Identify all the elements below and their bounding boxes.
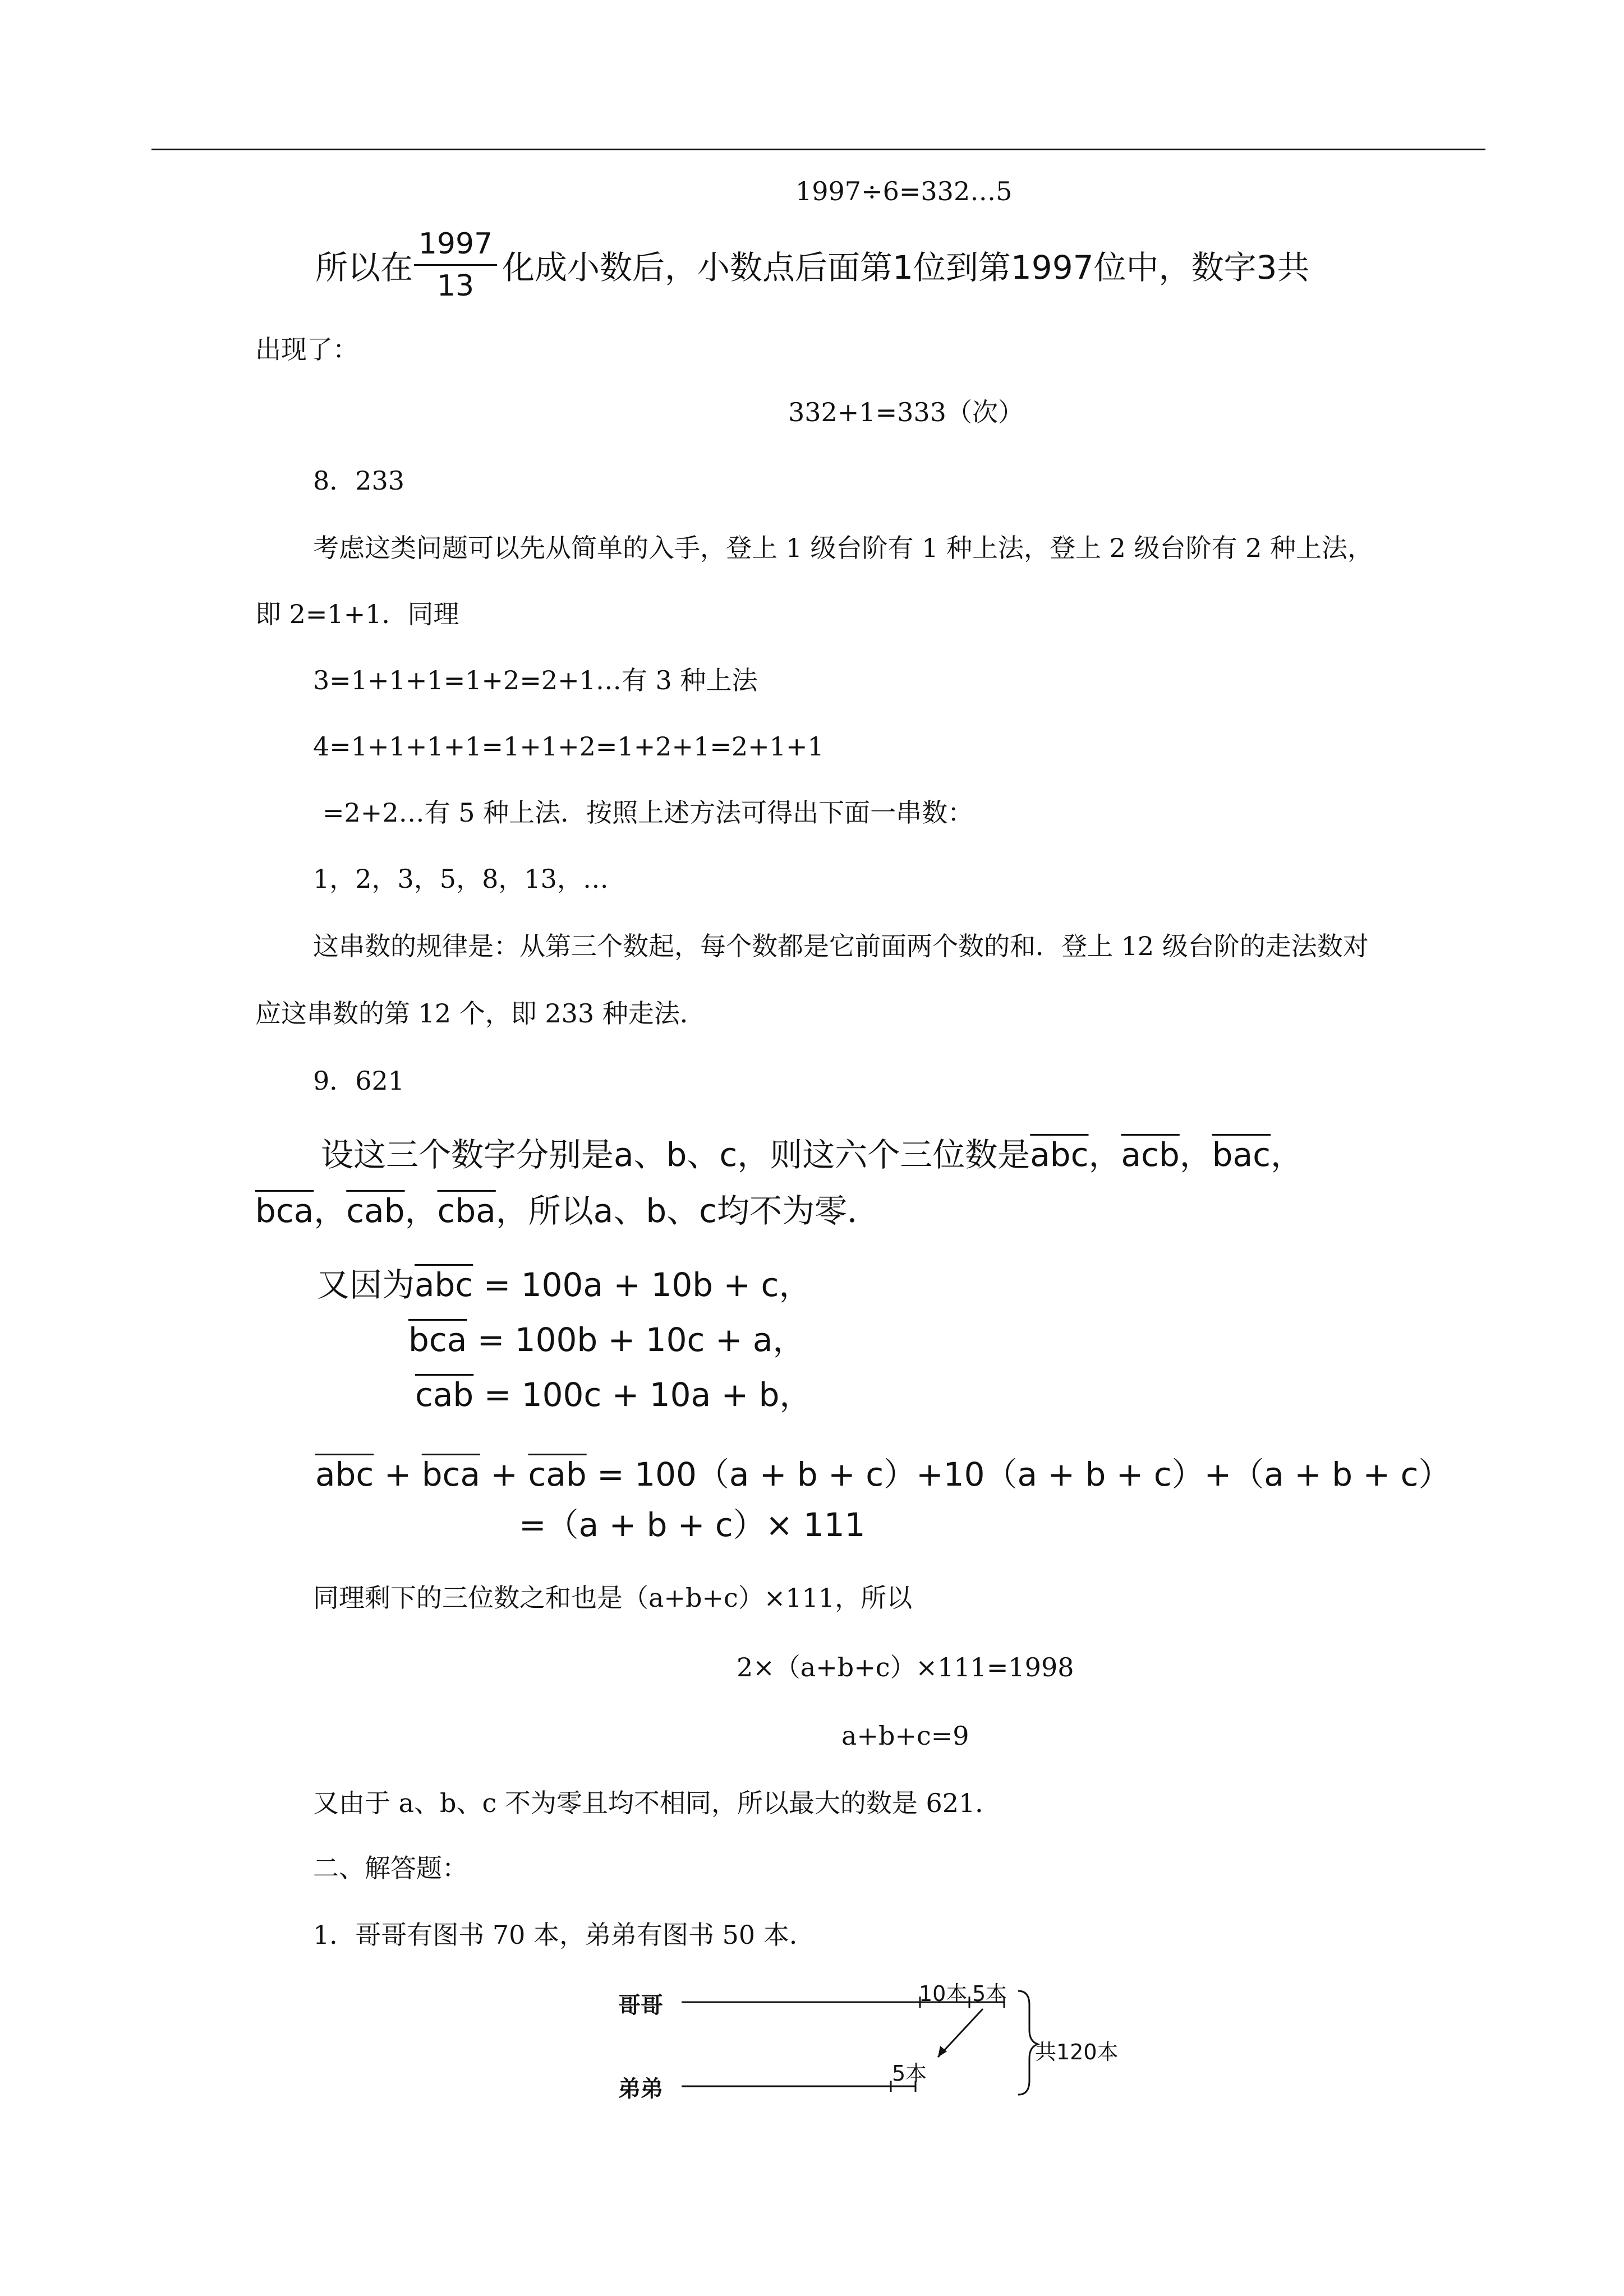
number-cba: $\overline{cba}$ [437, 1192, 496, 1230]
separator: ， [1179, 1136, 1212, 1174]
label-5-books-top: 5本 [972, 1981, 1007, 2006]
equation-prefix: 又因为 [317, 1266, 415, 1304]
answer-8: 8．233 [313, 465, 405, 496]
label-older-brother: 哥哥 [618, 1993, 663, 2018]
text-line: 应这串数的第 12 个，即 233 种走法． [255, 998, 706, 1029]
number-acb: $\overline{acb}$ [1121, 1136, 1180, 1174]
fraction-denominator: 13 [436, 269, 475, 303]
text-line: 即 2=1+1．同理 [255, 599, 459, 629]
text-line: 考虑这类问题可以先从简单的入手，登上 1 级台阶有 1 种上法，登上 2 级台阶有 2 种上法， [313, 533, 1374, 563]
label-5-books-bottom: 5本 [892, 2061, 927, 2086]
text-line: =2+2…有 5 种上法．按照上述方法可得出下面一串数： [323, 797, 974, 828]
sequence: 1，2，3，5，8，13，… [313, 864, 609, 894]
equation-rhs: = 100c + 10a + b， [484, 1376, 812, 1414]
number-bac: $\overline{bac}$ [1212, 1136, 1271, 1174]
number-abc: $\overline{abc}$ [415, 1266, 473, 1304]
number-cab: $\overline{cab}$ [346, 1192, 405, 1230]
separator: ， [1271, 1136, 1304, 1174]
separator: ， [314, 1192, 347, 1230]
label-10-books: 10本 [919, 1981, 968, 2006]
total-brace [1018, 1991, 1038, 2095]
number-cab: $\overline{cab}$ [415, 1376, 474, 1414]
number-bca: $\overline{bca}$ [421, 1455, 480, 1493]
plus-sign: + [490, 1455, 518, 1493]
answer-1: 1．哥哥有图书 70 本，弟弟有图书 50 本． [313, 1920, 815, 1950]
number-bca: $\overline{bca}$ [255, 1192, 314, 1230]
eq-count: 332+1=333（次） [788, 397, 1024, 427]
sentence-text: ，所以a、b、c均不为零． [495, 1192, 880, 1230]
text-line: 3=1+1+1=1+2=2+1…有 3 种上法 [313, 665, 758, 695]
sentence-fraction-post: 化成小数后，小数点后面第1位到第1997位中，数字3共 [502, 248, 1310, 287]
text-line: 同理剩下的三位数之和也是（a+b+c）×111，所以 [313, 1583, 913, 1613]
sentence-text: 设这三个数字分别是a、b、c，则这六个三位数是 [321, 1136, 1030, 1174]
number-abc: $\overline{abc}$ [315, 1455, 374, 1493]
label-younger-brother: 弟弟 [618, 2076, 663, 2102]
number-cab: $\overline{cab}$ [528, 1455, 587, 1493]
text-line: 4=1+1+1+1=1+1+2=1+2+1=2+1+1 [313, 731, 824, 762]
equation-rhs: = 100a + 10b + c， [483, 1266, 812, 1304]
equation-sum-result: =（a + b + c）× 111 [519, 1506, 866, 1544]
sentence-fraction-pre: 所以在 [315, 248, 413, 287]
number-bca: $\overline{bca}$ [408, 1321, 467, 1359]
separator: ， [404, 1192, 438, 1230]
fraction-numerator: 1997 [414, 227, 497, 266]
text-line: 这串数的规律是：从第三个数起，每个数都是它前面两个数的和．登上 12 级台阶的走法数对 [313, 931, 1369, 961]
arrow-head [938, 2046, 947, 2057]
label-total: 共120本 [1035, 2040, 1119, 2064]
text-line: 又由于 a、b、c 不为零且均不相同，所以最大的数是 621． [313, 1788, 1001, 1818]
answer-9: 9．621 [313, 1066, 405, 1096]
eq-division: 1997÷6=332…5 [795, 176, 1013, 206]
separator: ， [1088, 1136, 1121, 1174]
equation-abc-sum: a+b+c=9 [841, 1721, 969, 1751]
equation-1998: 2×（a+b+c）×111=1998 [737, 1652, 1074, 1682]
section-heading: 二、解答题： [313, 1853, 468, 1883]
equation-rhs: = 100b + 10c + a， [477, 1321, 806, 1359]
number-abc: $\overline{abc}$ [1030, 1136, 1089, 1174]
equation-rhs: = 100（a + b + c）+10（a + b + c）+（a + b + c） [597, 1455, 1451, 1493]
plus-sign: + [384, 1455, 412, 1493]
text-line: 出现了： [255, 334, 358, 365]
